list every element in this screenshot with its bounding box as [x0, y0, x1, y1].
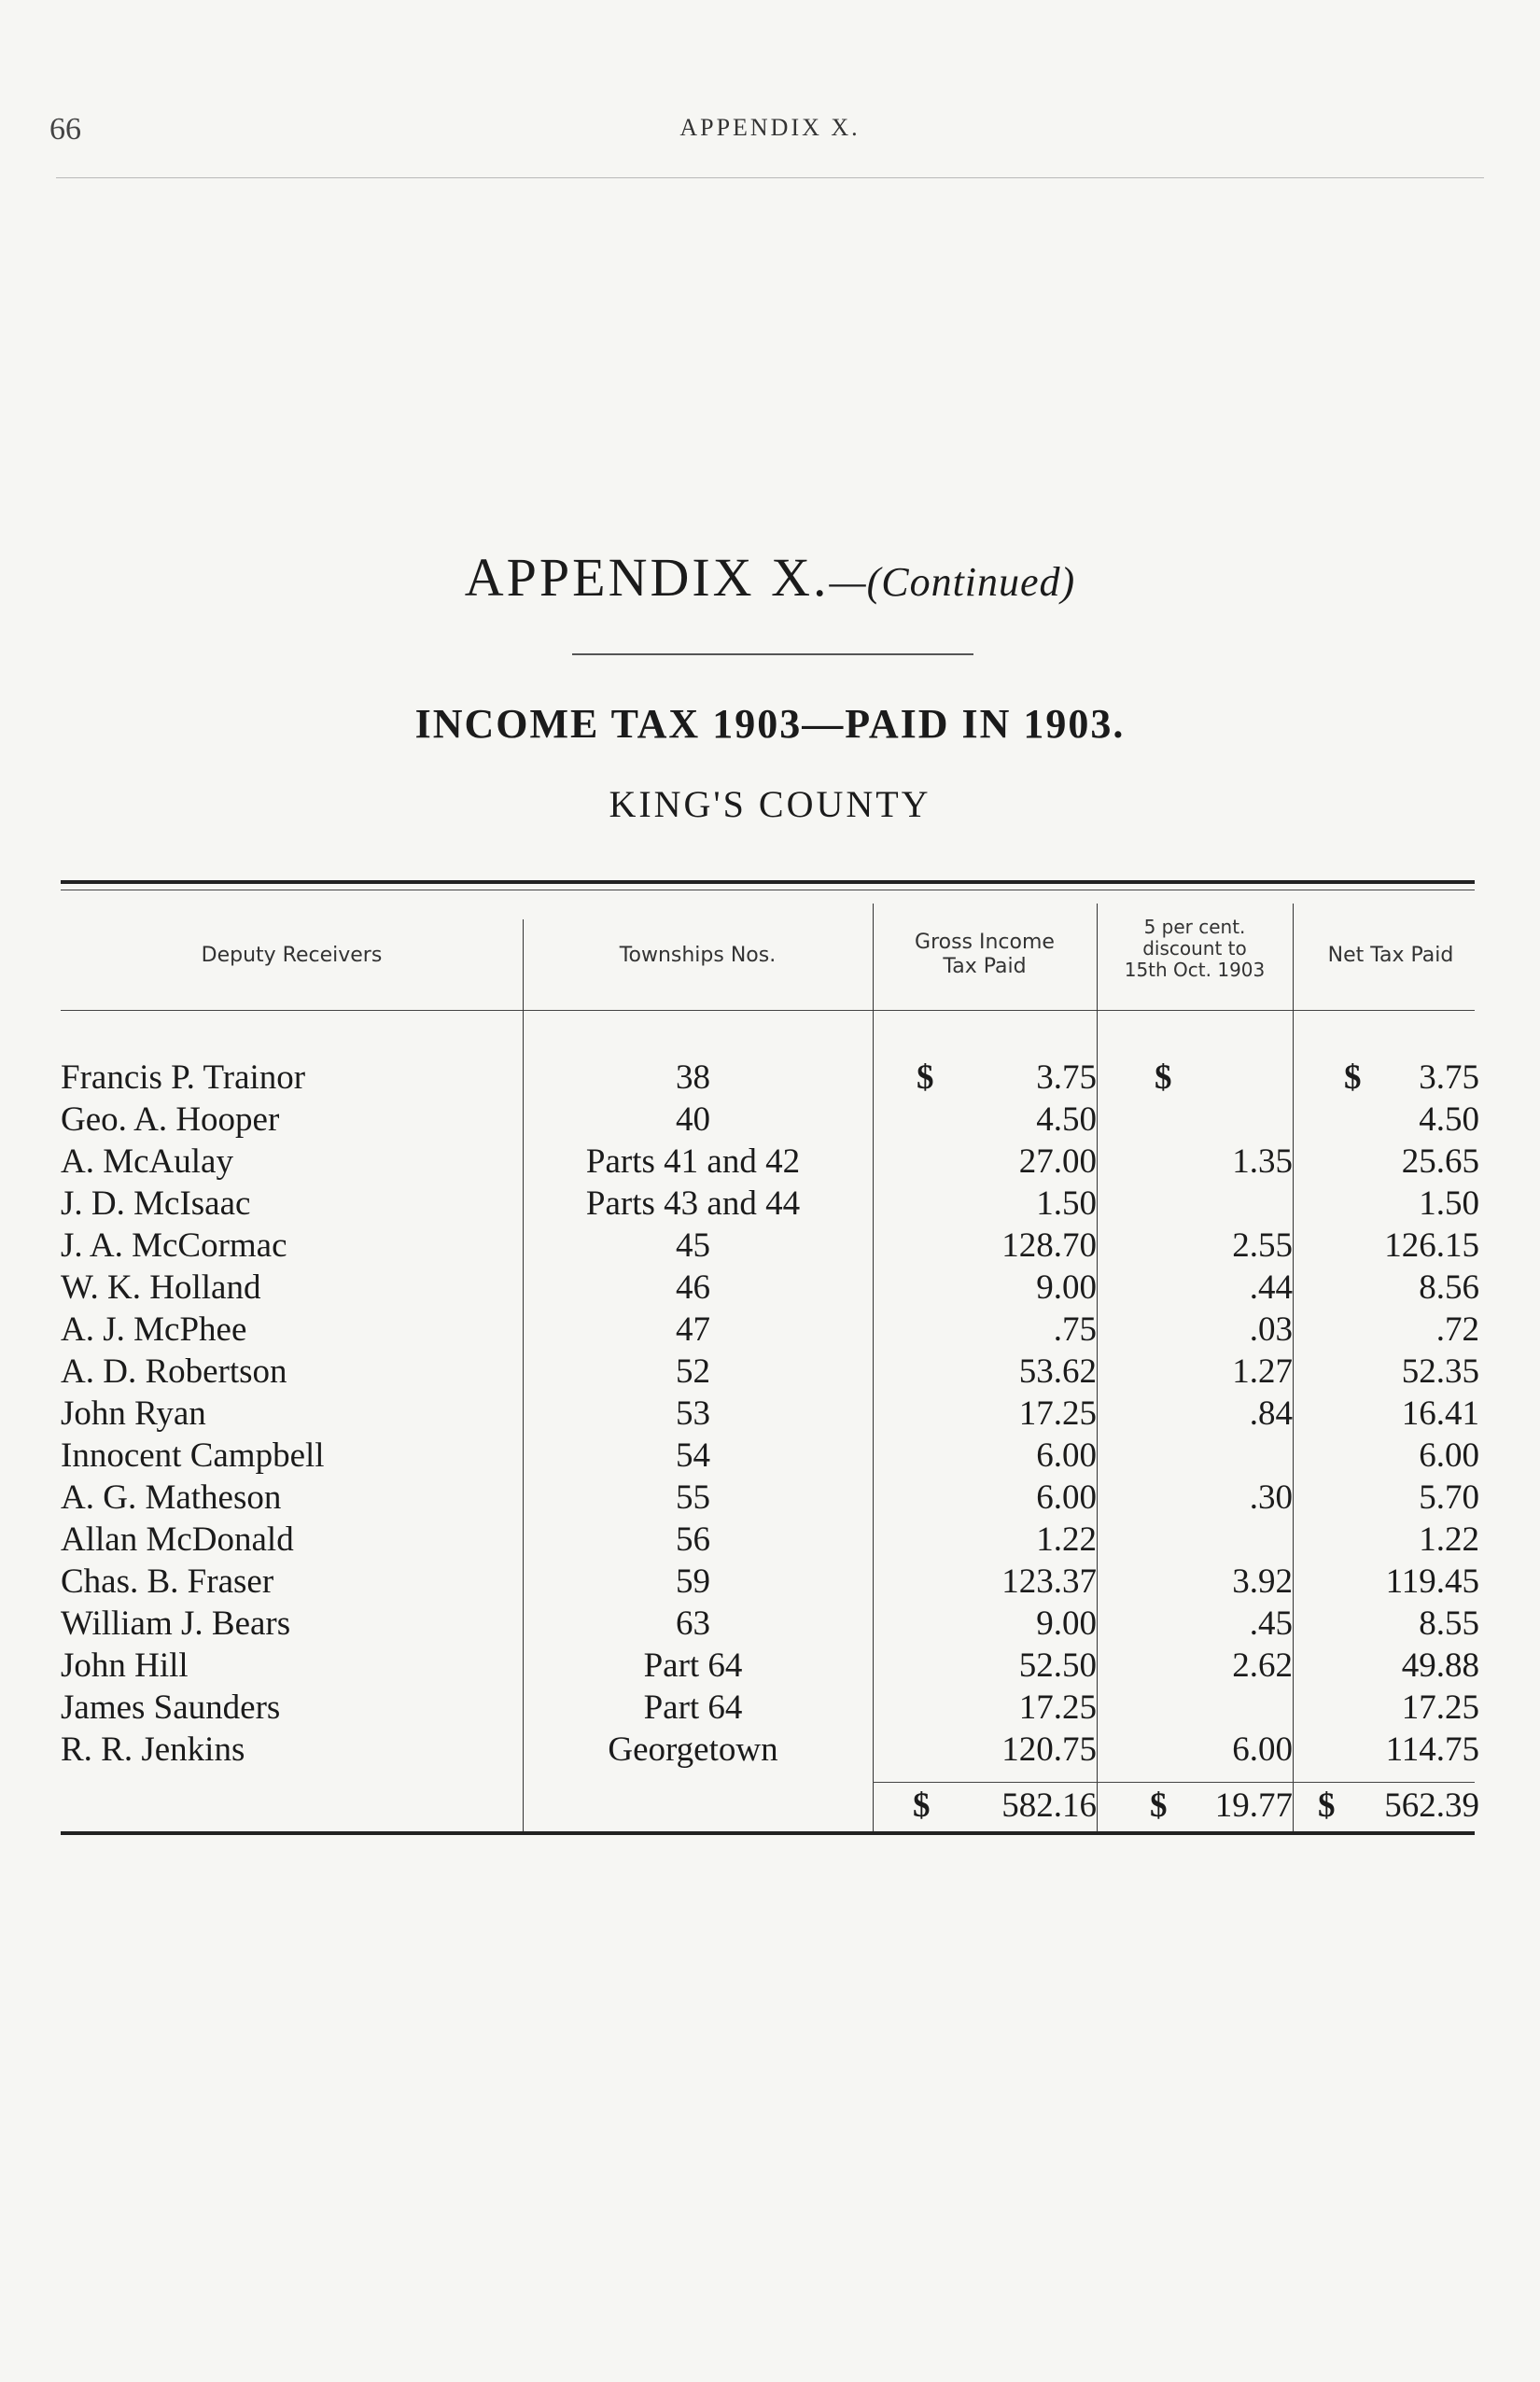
- township: 47: [676, 1310, 710, 1349]
- gross-tax: 6.00: [1036, 1436, 1097, 1475]
- net-tax: 6.00: [1419, 1436, 1479, 1475]
- table-row: [0, 1519, 1540, 1561]
- receiver-name: James Saunders: [61, 1688, 281, 1727]
- discount: 1.27: [1232, 1352, 1293, 1391]
- receiver-name: John Hill: [61, 1646, 189, 1685]
- receiver-name: Geo. A. Hooper: [61, 1100, 280, 1139]
- col-header-discount-line1: 5 per cent.: [1143, 916, 1246, 938]
- dollar-sign: $: [913, 1786, 931, 1825]
- receiver-name: A. McAulay: [61, 1142, 233, 1181]
- township: 52: [676, 1352, 710, 1391]
- net-tax: 49.88: [1401, 1646, 1479, 1685]
- gross-tax: .75: [1053, 1310, 1097, 1349]
- gross-tax: 3.75: [1036, 1058, 1097, 1097]
- gross-tax: 1.50: [1036, 1184, 1097, 1223]
- township: 54: [676, 1436, 710, 1475]
- discount: .44: [1249, 1268, 1293, 1307]
- discount: .30: [1249, 1478, 1293, 1517]
- total-gross-tax: 582.16: [1001, 1786, 1097, 1825]
- gross-tax: 128.70: [1001, 1226, 1097, 1265]
- gross-tax: 27.00: [1018, 1142, 1097, 1181]
- col-header-gross-line1: Gross Income: [915, 931, 1055, 954]
- gross-tax: 4.50: [1036, 1100, 1097, 1139]
- dollar-sign: $: [1344, 1058, 1362, 1097]
- table-row: [0, 1435, 1540, 1477]
- header-bottom-rule: [61, 1010, 1475, 1011]
- col-header-discount-line3: 15th Oct. 1903: [1124, 959, 1266, 981]
- net-tax: 8.55: [1419, 1604, 1479, 1643]
- township: Part 64: [643, 1688, 743, 1727]
- dollar-sign: $: [1155, 1058, 1172, 1097]
- township: 59: [676, 1562, 710, 1601]
- township: Part 64: [643, 1646, 743, 1685]
- dollar-sign: $: [1318, 1786, 1336, 1825]
- township: 53: [676, 1394, 710, 1433]
- township: 38: [676, 1058, 710, 1097]
- net-tax: 3.75: [1419, 1058, 1479, 1097]
- total-discount: 19.77: [1214, 1786, 1293, 1825]
- discount: .45: [1249, 1604, 1293, 1643]
- gross-tax: 9.00: [1036, 1604, 1097, 1643]
- discount: .84: [1249, 1394, 1293, 1433]
- receiver-name: J. A. McCormac: [61, 1226, 287, 1265]
- gross-tax: 120.75: [1001, 1730, 1097, 1769]
- discount: .03: [1249, 1310, 1293, 1349]
- receiver-name: R. R. Jenkins: [61, 1730, 245, 1769]
- net-tax: 17.25: [1401, 1688, 1479, 1727]
- township: 45: [676, 1226, 710, 1265]
- table-row: [0, 1309, 1540, 1351]
- table-row: [0, 1603, 1540, 1645]
- receiver-name: Allan McDonald: [61, 1520, 294, 1559]
- receiver-name: A. D. Robertson: [61, 1352, 287, 1391]
- gross-tax: 9.00: [1036, 1268, 1097, 1307]
- net-tax: 126.15: [1384, 1226, 1479, 1265]
- totals-rule: [873, 1782, 1475, 1783]
- net-tax: 5.70: [1419, 1478, 1479, 1517]
- total-net-tax: 562.39: [1384, 1786, 1479, 1825]
- net-tax: 119.45: [1385, 1562, 1479, 1601]
- title-main: APPENDIX X.: [464, 547, 830, 608]
- receiver-name: Francis P. Trainor: [61, 1058, 306, 1097]
- township: 56: [676, 1520, 710, 1559]
- gross-tax: 17.25: [1018, 1688, 1097, 1727]
- discount: 1.35: [1232, 1142, 1293, 1181]
- col-header-discount: [1097, 917, 1293, 981]
- township: Parts 41 and 42: [585, 1142, 801, 1181]
- net-tax: 114.75: [1385, 1730, 1479, 1769]
- net-tax: 4.50: [1419, 1100, 1479, 1139]
- col-header-discount-line2: discount to: [1142, 937, 1247, 960]
- gross-tax: 17.25: [1018, 1394, 1097, 1433]
- gross-tax: 123.37: [1001, 1562, 1097, 1601]
- township: Georgetown: [608, 1730, 778, 1769]
- receiver-name: William J. Bears: [61, 1604, 291, 1643]
- receiver-name: W. K. Holland: [61, 1268, 261, 1307]
- table-row: [0, 1225, 1540, 1267]
- page-number: 66: [49, 112, 81, 147]
- table-row: [0, 1057, 1540, 1099]
- title-rule: [572, 653, 973, 655]
- township: 46: [676, 1268, 710, 1307]
- receiver-name: Chas. B. Fraser: [61, 1562, 274, 1601]
- table-row: [0, 1561, 1540, 1603]
- col-header-gross-line2: Tax Paid: [943, 955, 1027, 978]
- discount: 2.55: [1232, 1226, 1293, 1265]
- header-rule: [56, 177, 1484, 178]
- discount: 3.92: [1232, 1562, 1293, 1601]
- discount: 2.62: [1232, 1646, 1293, 1685]
- net-tax: .72: [1435, 1310, 1479, 1349]
- table-row: [0, 1351, 1540, 1393]
- col-header-gross: [873, 931, 1097, 979]
- table-row: [0, 1141, 1540, 1183]
- table-row: [0, 1645, 1540, 1687]
- township: Parts 43 and 44: [585, 1184, 801, 1223]
- gross-tax: 53.62: [1018, 1352, 1097, 1391]
- gross-tax: 6.00: [1036, 1478, 1097, 1517]
- township: 40: [676, 1100, 710, 1139]
- discount: 6.00: [1232, 1730, 1293, 1769]
- receiver-name: A. G. Matheson: [61, 1478, 282, 1517]
- receiver-name: A. J. McPhee: [61, 1310, 247, 1349]
- table-row: [0, 1687, 1540, 1729]
- net-tax: 52.35: [1401, 1352, 1479, 1391]
- table-row: [0, 1267, 1540, 1309]
- totals-row: [0, 1785, 1540, 1827]
- table-row: [0, 1393, 1540, 1435]
- table-heading: INCOME TAX 1903—PAID IN 1903.: [414, 701, 1126, 747]
- net-tax: 8.56: [1419, 1268, 1479, 1307]
- gross-tax: 52.50: [1018, 1646, 1097, 1685]
- title-continued: —(Continued): [829, 559, 1076, 605]
- net-tax: 16.41: [1401, 1394, 1479, 1433]
- col-header-net: Net Tax Paid: [1327, 944, 1454, 967]
- table-bottom-rule: [61, 1831, 1475, 1835]
- col-header-receivers: Deputy Receivers: [201, 944, 383, 967]
- dollar-sign: $: [1150, 1786, 1168, 1825]
- receiver-name: John Ryan: [61, 1394, 206, 1433]
- receiver-name: J. D. McIsaac: [61, 1184, 251, 1223]
- table-row: [0, 1477, 1540, 1519]
- table-row: [0, 1729, 1540, 1771]
- township: 55: [676, 1478, 710, 1517]
- net-tax: 25.65: [1401, 1142, 1479, 1181]
- table-row: [0, 1183, 1540, 1225]
- township: 63: [676, 1604, 710, 1643]
- net-tax: 1.50: [1419, 1184, 1479, 1223]
- table-row: [0, 1099, 1540, 1141]
- gross-tax: 1.22: [1036, 1520, 1097, 1559]
- page-title: [0, 546, 1540, 609]
- col-header-townships: Townships Nos.: [619, 944, 777, 967]
- dollar-sign: $: [917, 1058, 934, 1097]
- county-heading: KING'S COUNTY: [609, 783, 931, 825]
- receiver-name: Innocent Campbell: [61, 1436, 325, 1475]
- net-tax: 1.22: [1419, 1520, 1479, 1559]
- table-top-rule: [61, 880, 1475, 884]
- running-title: APPENDIX X.: [679, 114, 861, 141]
